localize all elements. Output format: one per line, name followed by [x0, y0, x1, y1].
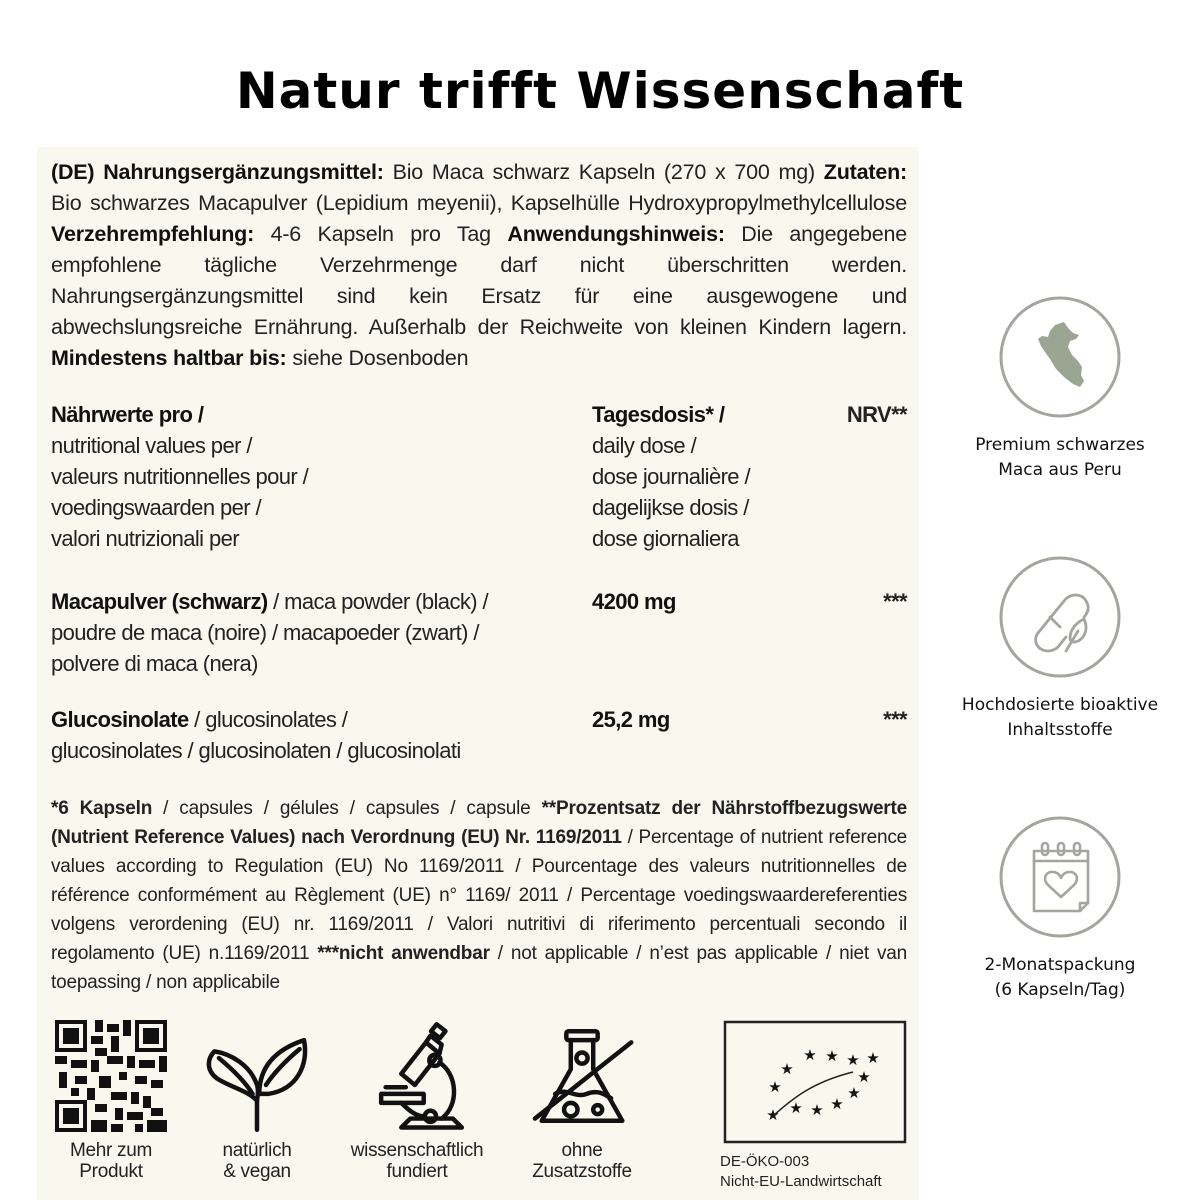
ingredients-heading: Zutaten:: [823, 160, 907, 184]
badge-line-2: Produkt: [79, 1161, 143, 1182]
product-text: Bio Maca schwarz Kapseln (270 x 700 mg): [392, 160, 815, 184]
header-daily-fr: dose journalière /: [592, 464, 750, 489]
badge-line-1: natürlich: [222, 1140, 292, 1161]
dosage-text: 4-6 Kapseln pro Tag: [270, 222, 491, 246]
badge-vegan: [197, 1020, 317, 1182]
row-name-bold: Macapulver (schwarz): [51, 589, 268, 614]
row-name-rest: / maca powder (black) /: [267, 589, 488, 614]
header-daily-nl: dagelijkse dosis /: [592, 495, 749, 520]
row-amount: [592, 704, 812, 735]
header-daily-dose: [592, 399, 812, 554]
row-name-bold: Glucosinolate: [51, 707, 189, 732]
ingredients-text: Bio schwarzes Macapulver (Lepidium meyenii), Kapselhülle Hydroxypropylmethylcellulose: [51, 191, 907, 215]
header-daily-de: Tagesdosis* /: [592, 402, 725, 427]
footnote-2-bold: **Prozentsatz der Nährstoffbezugswerte (Nutrient Reference Values) nach Verordnung (EU) Nr. 1169/2011: [51, 798, 907, 848]
qr-code-icon[interactable]: [55, 1020, 167, 1132]
eu-organic-leaf-icon: [723, 1020, 907, 1144]
svg-text:★: ★: [780, 1060, 794, 1078]
badge-line-1: ohne: [561, 1140, 603, 1161]
feature-two-month-pack-label: [940, 953, 1180, 1003]
feature-line-2: (6 Kapseln/Tag): [994, 980, 1126, 1000]
badge-row: [37, 1020, 919, 1200]
badge-qr-label: [51, 1140, 171, 1182]
svg-text:★: ★: [830, 1095, 844, 1113]
bestbefore-text: siehe Dosenboden: [292, 346, 469, 370]
badge-no-additives-label: [522, 1140, 642, 1182]
nutrition-table: [51, 399, 907, 766]
badge-line-1: Mehr zum: [69, 1140, 153, 1161]
svg-text:★: ★: [810, 1101, 824, 1119]
nutrition-row-glucosinolate: [51, 704, 907, 766]
badge-line-2: Zusatzstoffe: [532, 1161, 632, 1182]
row-name: [51, 704, 591, 766]
row-amount: [592, 586, 812, 617]
badge-science-label: [337, 1140, 497, 1182]
usage-text: Die angegebene empfohlene tägliche Verzehrmenge darf nicht überschritten werden. Nahrungsergänzungsmittel sind kein Ersatz für eine ausgewogene und abwechslungsreiche Ernährung. Außerhalb der Reichweite von kleinen Kindern lagern.: [51, 222, 907, 339]
svg-text:★: ★: [857, 1068, 871, 1086]
feature-two-month-pack: [940, 815, 1180, 1003]
svg-text:★: ★: [825, 1047, 839, 1065]
badge-qr[interactable]: [51, 1020, 171, 1182]
product-heading: Nahrungsergänzungsmittel:: [103, 160, 384, 184]
dosage-heading: Verzehrempfehlung:: [51, 222, 255, 246]
svg-text:★: ★: [766, 1106, 780, 1124]
header-per: [51, 399, 591, 554]
footnote-1-bold: *6 Kapseln: [51, 798, 153, 819]
feature-bioactive: [940, 555, 1180, 743]
footnotes: [51, 794, 907, 997]
feature-line-1: Premium schwarzes: [975, 435, 1145, 455]
peru-map-icon: [998, 295, 1122, 419]
eu-organic-code: [720, 1152, 910, 1192]
row-name-rest: / glucosinolates /: [188, 707, 348, 732]
amount-value: 25,2 mg: [592, 707, 670, 732]
header-per-nl: voedingswaarden per /: [51, 495, 261, 520]
badge-science: [337, 1020, 497, 1182]
badge-no-additives: [522, 1020, 642, 1182]
bestbefore-heading: Mindestens haltbar bis:: [51, 346, 287, 370]
header-nrv: NRV**: [846, 402, 907, 427]
badge-line-2: fundiert: [386, 1161, 448, 1182]
flask-crossed-icon: [526, 1020, 638, 1132]
row-name-line-2: poudre de maca (noire) / macapoeder (zwart) /: [51, 620, 479, 645]
feature-bioactive-label: [940, 693, 1180, 743]
footnote-2-text: / Percentage of nutrient reference values according to Regulation (EU) No 1169/2011 / Pourcentage des valeurs nutritionnelles de référence conformément au Règlement (UE) n° 1169/ 2011 / Percentage voedingswaardereferenties volgens verordening (EU) nr. 1169/2011 / Valori nutritivi di riferimento percentuali secondo il regolamento (UE) n.1169/2011: [51, 827, 907, 964]
row-nrv: ***: [883, 589, 907, 614]
usage-heading: Anwendungshinweis:: [507, 222, 725, 246]
badge-line-2: & vegan: [223, 1161, 291, 1182]
feature-line-2: Inhaltsstoffe: [1007, 720, 1113, 740]
badge-line-1: wissenschaftlich: [350, 1140, 484, 1161]
header-per-de: Nährwerte pro /: [51, 402, 204, 427]
svg-text:★: ★: [847, 1084, 861, 1102]
feature-line-2: Maca aus Peru: [998, 460, 1122, 480]
calendar-heart-icon: [998, 815, 1122, 939]
row-name: [51, 586, 591, 679]
row-nrv: ***: [883, 707, 907, 732]
svg-text:★: ★: [768, 1078, 782, 1096]
svg-text:★: ★: [866, 1049, 880, 1067]
feature-line-1: 2-Monatspackung: [984, 955, 1136, 975]
lang-tag: (DE): [51, 160, 95, 184]
label-description: [51, 157, 907, 374]
footnote-3-bold: ***nicht anwendbar: [317, 943, 490, 964]
footnote-1-text: / capsules / gélules / capsules / capsule: [152, 798, 542, 819]
svg-text:★: ★: [846, 1051, 860, 1069]
capsule-leaf-icon: [998, 555, 1122, 679]
badge-vegan-label: [197, 1140, 317, 1182]
header-daily-en: daily dose /: [592, 433, 697, 458]
headline: Natur trifft Wissenschaft: [235, 62, 965, 120]
svg-text:★: ★: [803, 1046, 817, 1064]
header-daily-it: dose giornaliera: [592, 526, 739, 551]
eu-origin-text: Nicht-EU-Landwirtschaft: [720, 1173, 882, 1190]
footnote-3-text: / not applicable / n’est pas applicable / niet van toepassing / non applicabile: [51, 943, 907, 993]
eu-control-code: DE-ÖKO-003: [720, 1153, 810, 1170]
feature-peru: [940, 295, 1180, 483]
header-per-fr: valeurs nutritionnelles pour /: [51, 464, 309, 489]
amount-value: 4200 mg: [592, 589, 676, 614]
row-name-line-2: glucosinolates / glucosinolaten / glucosinolati: [51, 738, 461, 763]
nutrition-row-maca: [51, 586, 907, 680]
feature-line-1: Hochdosierte bioaktive: [961, 695, 1159, 715]
svg-text:★: ★: [789, 1099, 803, 1117]
header-per-en: nutritional values per /: [51, 433, 252, 458]
badge-eu-organic: [720, 1020, 910, 1192]
leaf-sprout-icon: [201, 1020, 313, 1132]
microscope-icon: [361, 1020, 473, 1132]
header-per-it: valori nutrizionali per: [51, 526, 239, 551]
nutrition-header-row: [51, 399, 907, 554]
product-label-panel: [37, 147, 919, 1200]
row-name-line-3: polvere di maca (nera): [51, 651, 258, 676]
feature-peru-label: [940, 433, 1180, 483]
